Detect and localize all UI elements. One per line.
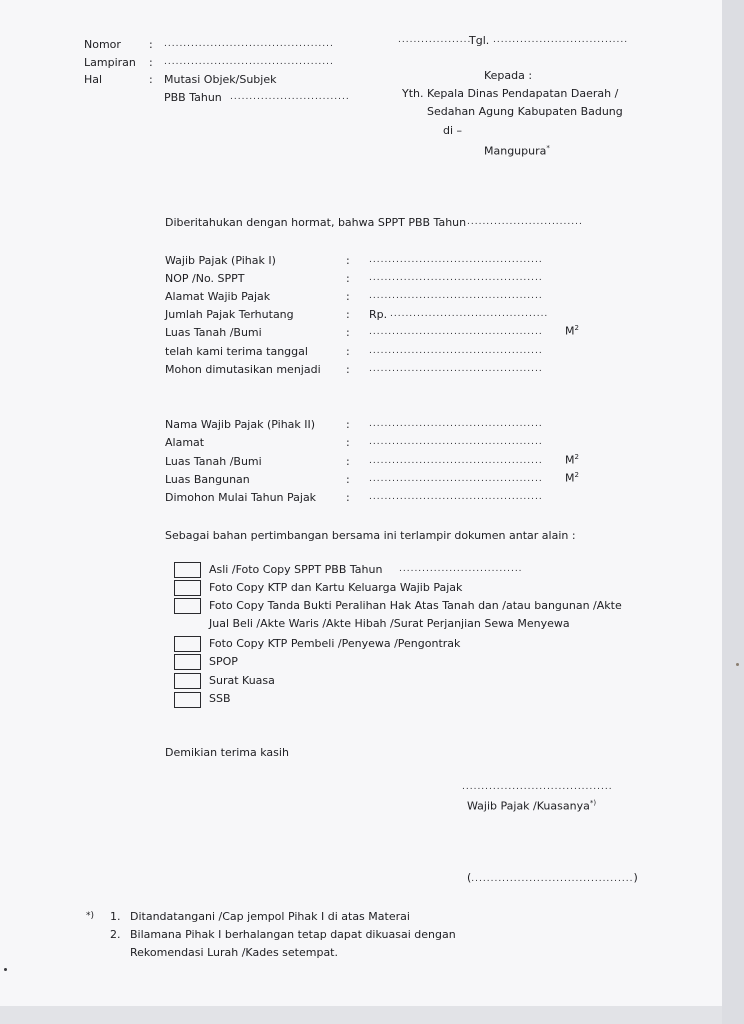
scan-speck — [736, 663, 739, 666]
field-colon: : — [346, 254, 350, 267]
field-colon: : — [346, 455, 350, 468]
unit-m2: $M^2$ — [565, 471, 579, 485]
field-label: Nama Wajib Pajak (Pihak II) — [165, 418, 316, 431]
unit-m2: $M^2$ — [565, 324, 579, 338]
field-colon: : — [346, 436, 350, 449]
hal-pbb-tahun: PBB Tahun — [164, 91, 222, 104]
attachment-ssb: SSB — [209, 692, 231, 705]
signature-role: Wajib Pajak /Kuasanya*) — [467, 799, 597, 813]
attachment-ktp-kk: Foto Copy KTP dan Kartu Keluarga Wajib Pajak — [209, 581, 463, 594]
sppt-tahun-fill-line[interactable]: ................................ — [399, 564, 523, 574]
field-label: Alamat Wajib Pajak — [165, 290, 271, 303]
checkbox-bukti-peralihan[interactable] — [174, 598, 201, 614]
date-fill-line[interactable]: ................................... — [493, 35, 629, 45]
field-label: Mohon dimutasikan menjadi — [165, 363, 321, 376]
attachment-sppt: Asli /Foto Copy SPPT PBB Tahun — [209, 563, 383, 576]
field-fill-line[interactable]: ............................................. — [369, 364, 543, 374]
date-label: Tgl. — [469, 34, 490, 47]
recipient-place: Mangupura* — [484, 144, 550, 158]
field-label: Luas Tanah /Bumi — [165, 326, 262, 339]
checkbox-ktp-kk[interactable] — [174, 580, 201, 596]
checkbox-spop[interactable] — [174, 654, 201, 670]
field-label: telah kami terima tanggal — [165, 345, 308, 358]
field-fill-line[interactable]: ............................................. — [369, 291, 543, 301]
field-fill-line[interactable]: ............................................. — [369, 255, 543, 265]
field-colon: : — [346, 272, 350, 285]
scan-bottom-edge — [0, 1006, 722, 1024]
recipient-line1: Yth. Kepala Dinas Pendapatan Daerah / — [402, 87, 619, 100]
field-colon: : — [346, 345, 350, 358]
field-colon: : — [346, 308, 350, 321]
field-fill-line[interactable]: ............................................. — [369, 346, 543, 356]
attachment-bukti-peralihan-line1: Foto Copy Tanda Bukti Peralihan Hak Atas Tanah dan /atau bangunan /Akte — [209, 599, 622, 612]
field-fill-line[interactable]: ......................................... — [390, 309, 549, 319]
footnote-marker: *) — [86, 911, 95, 921]
scan-edge — [722, 0, 744, 1024]
field-fill-line[interactable]: ............................................. — [369, 437, 543, 447]
attachment-ktp-pembeli: Foto Copy KTP Pembeli /Penyewa /Pengontrak — [209, 637, 461, 650]
unit-m2: $M^2$ — [565, 453, 579, 467]
lampiran-colon: : — [149, 56, 153, 69]
checkbox-surat-kuasa[interactable] — [174, 673, 201, 689]
attachments-intro: Sebagai bahan pertimbangan bersama ini terlampir dokumen antar alain : — [165, 529, 576, 542]
checkbox-ktp-pembeli[interactable] — [174, 636, 201, 652]
lampiran-label: Lampiran — [84, 56, 136, 69]
footnote-1-number: 1. — [110, 910, 121, 923]
nomor-colon: : — [149, 38, 153, 51]
field-label: Luas Tanah /Bumi — [165, 455, 262, 468]
attachment-spop: SPOP — [209, 655, 238, 668]
field-label: Alamat — [165, 436, 205, 449]
field-label: Dimohon Mulai Tahun Pajak — [165, 491, 317, 504]
recipient-di: di – — [443, 124, 463, 137]
attachment-bukti-peralihan-line2: Jual Beli /Akte Waris /Akte Hibah /Surat Perjanjian Sewa Menyewa — [209, 617, 570, 630]
checkbox-sppt[interactable] — [174, 562, 201, 578]
field-label: Luas Bangunan — [165, 473, 250, 486]
scan-speck — [4, 968, 7, 971]
field-colon: : — [346, 363, 350, 376]
field-fill-line[interactable]: ............................................. — [369, 492, 543, 502]
field-label: Jumlah Pajak Terhutang — [165, 308, 294, 321]
field-fill-line[interactable]: ............................................. — [369, 419, 543, 429]
field-colon: : — [346, 326, 350, 339]
field-colon: : — [346, 473, 350, 486]
place-fill-line[interactable]: ................... — [398, 35, 472, 45]
intro-text: Diberitahukan dengan hormat, bahwa SPPT PBB Tahun — [165, 216, 467, 229]
signature-date-line[interactable]: ....................................... — [462, 782, 613, 792]
field-colon: : — [346, 418, 350, 431]
footnote-1: Ditandatangani /Cap jempol Pihak I di atas Materai — [130, 910, 410, 923]
kepada-label: Kepada : — [484, 69, 533, 82]
field-fill-line[interactable]: ............................................. — [369, 474, 543, 484]
field-colon: : — [346, 491, 350, 504]
checkbox-ssb[interactable] — [174, 692, 201, 708]
field-fill-line[interactable]: ............................................. — [369, 456, 543, 466]
lampiran-fill-line[interactable]: ............................................ — [164, 57, 334, 67]
footnote-2-line1: Bilamana Pihak I berhalangan tetap dapat dikuasai dengan — [130, 928, 456, 941]
hal-subject: Mutasi Objek/Subjek — [164, 73, 277, 86]
footnote-2-line2: Rekomendasi Lurah /Kades setempat. — [130, 946, 338, 959]
hal-colon: : — [149, 73, 153, 86]
closing-text: Demikian terima kasih — [165, 746, 289, 759]
intro-fill-line[interactable]: .............................. — [467, 217, 583, 227]
recipient-line2: Sedahan Agung Kabupaten Badung — [427, 105, 623, 118]
field-label: NOP /No. SPPT — [165, 272, 245, 285]
pbb-tahun-fill-line[interactable]: ............................... — [230, 92, 350, 102]
field-fill-line[interactable]: ............................................. — [369, 273, 543, 283]
footnote-2-number: 2. — [110, 928, 121, 941]
hal-label: Hal — [84, 73, 103, 86]
nomor-label: Nomor — [84, 38, 121, 51]
attachment-surat-kuasa: Surat Kuasa — [209, 674, 275, 687]
field-fill-line[interactable]: ............................................. — [369, 327, 543, 337]
field-label: Wajib Pajak (Pihak I) — [165, 254, 276, 267]
field-colon: : — [346, 290, 350, 303]
rp-prefix: Rp. — [369, 308, 388, 321]
signature-name-bracket[interactable]: (..........................................) — [467, 871, 638, 884]
nomor-fill-line[interactable]: ............................................ — [164, 39, 334, 49]
